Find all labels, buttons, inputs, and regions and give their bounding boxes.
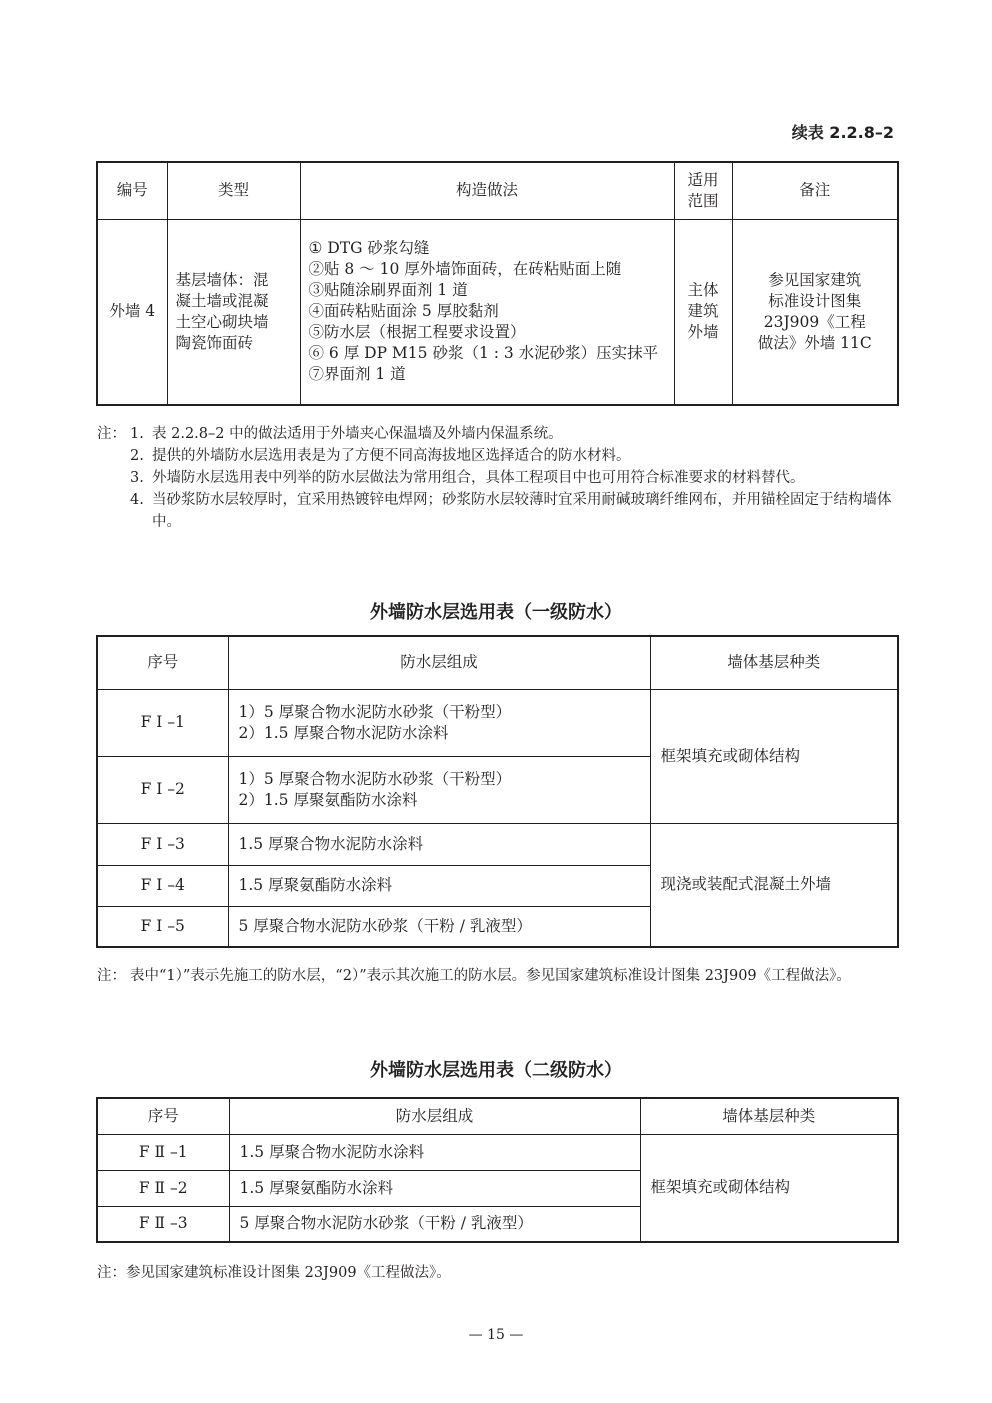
table-row: F Ⅱ –3 5 厚聚合物水泥防水砂浆（干粉 / 乳液型） <box>97 1206 898 1242</box>
note-prefix: 注： <box>97 968 126 984</box>
waterproof-level1-table <box>96 635 899 948</box>
table-row: F Ⅱ –2 1.5 厚聚氨酯防水涂料 <box>97 1170 898 1206</box>
section-title-level1: 外墙防水层选用表（一级防水） <box>370 602 622 623</box>
notes-block <box>97 1262 897 1284</box>
header-composition: 防水层组成 <box>228 636 650 689</box>
note-item: 注： 1. 表 2.2.8–2 中的做法适用于外墙夹心保温墙及外墙内保温系统。 <box>97 423 897 445</box>
table-row: F Ⅰ –2 1）5 厚聚合物水泥防水砂浆（干粉型） 2）1.5 厚聚氨酯防水涂料 <box>97 756 898 823</box>
header-method: 构造做法 <box>300 162 674 219</box>
header-base: 墙体基层种类 <box>650 636 898 689</box>
note-text: 外墙防水层选用表中列举的防水层做法为常用组合，具体工程项目中也可用符合标准要求的材料替代。 <box>152 470 805 486</box>
note-item: 4. 当砂浆防水层较厚时，宜采用热镀锌电焊网；砂浆防水层较薄时宜采用耐碱玻璃纤维网布，并用锚栓固定于结构墙体中。 <box>97 489 897 533</box>
cell-scope: 主体 建筑 外墙 <box>674 219 732 405</box>
header-seq: 序号 <box>97 636 228 689</box>
note-text: 注：参见国家建筑标准设计图集 23J909《工程做法》。 <box>97 1265 451 1281</box>
table-row: F Ⅰ –5 5 厚聚合物水泥防水砂浆（干粉 / 乳液型） <box>97 906 898 947</box>
continuation-title: 续表 2.2.8–2 <box>791 123 894 142</box>
header-composition: 防水层组成 <box>229 1098 640 1134</box>
note-text: 表 2.2.8–2 中的做法适用于外墙夹心保温墙及外墙内保温系统。 <box>152 426 563 442</box>
table-header-row <box>97 1098 898 1134</box>
table-header-row <box>97 636 898 689</box>
note-text: 当砂浆防水层较厚时，宜采用热镀锌电焊网；砂浆防水层较薄时宜采用耐碱玻璃纤维网布，并用锚栓固定于结构墙体中。 <box>152 492 892 530</box>
note-item: 2. 提供的外墙防水层选用表是为了方便不同高海拔地区选择适合的防水材料。 <box>97 445 897 467</box>
header-remark: 备注 <box>732 162 898 219</box>
table-row: F Ⅰ –1 1）5 厚聚合物水泥防水砂浆（干粉型） 2）1.5 厚聚合物水泥防水涂料 框架填充或砌体结构 <box>97 689 898 756</box>
table-row: F Ⅰ –3 1.5 厚聚合物水泥防水涂料 现浇或装配式混凝土外墙 <box>97 823 898 865</box>
base-type-cell: 框架填充或砌体结构 <box>650 689 898 823</box>
base-type-cell: 框架填充或砌体结构 <box>640 1134 898 1242</box>
cell-code: 外墙 4 <box>97 219 167 405</box>
base-type-cell: 现浇或装配式混凝土外墙 <box>650 823 898 947</box>
table-row: F Ⅱ –1 1.5 厚聚合物水泥防水涂料 框架填充或砌体结构 <box>97 1134 898 1170</box>
cell-type: 基层墙体：混 凝土墙或混凝 土空心砌块墙 陶瓷饰面砖 <box>167 219 300 405</box>
header-scope: 适用 范围 <box>674 162 732 219</box>
table-row <box>97 219 898 405</box>
header-code: 编号 <box>97 162 167 219</box>
page-number: — 15 — <box>468 1327 524 1343</box>
table-header-row <box>97 162 898 219</box>
note-text: 表中“1）”表示先施工的防水层，“2）”表示其次施工的防水层。参见国家建筑标准设计图集 23J909《工程做法》。 <box>130 968 851 984</box>
notes-block <box>97 965 897 987</box>
section-title-level2: 外墙防水层选用表（二级防水） <box>370 1060 622 1081</box>
waterproof-level2-table <box>96 1097 899 1243</box>
table-row: F Ⅰ –4 1.5 厚聚氨酯防水涂料 <box>97 865 898 906</box>
header-base: 墙体基层种类 <box>640 1098 898 1134</box>
wall-construction-table <box>96 161 899 406</box>
notes-block <box>97 423 897 533</box>
note-item: 3. 外墙防水层选用表中列举的防水层做法为常用组合，具体工程项目中也可用符合标准要求的材料替代。 <box>97 467 897 489</box>
cell-method: ① DTG 砂浆勾缝 ②贴 8 ～ 10 厚外墙饰面砖，在砖粘贴面上随 ③贴随涂刷界面剂 1 道 ④面砖粘贴面涂 5 厚胶黏剂 ⑤防水层（根据工程要求设置） ⑥ 6 厚 DP M15 砂浆（1 : 3 水泥砂浆）压实抹平 ⑦界面剂 1 道 <box>300 219 674 405</box>
header-seq: 序号 <box>97 1098 229 1134</box>
header-type: 类型 <box>167 162 300 219</box>
note-prefix: 注： <box>97 426 126 442</box>
cell-remark: 参见国家建筑 标准设计图集 23J909《工程 做法》外墙 11C <box>732 219 898 405</box>
note-text: 提供的外墙防水层选用表是为了方便不同高海拔地区选择适合的防水材料。 <box>152 448 631 464</box>
